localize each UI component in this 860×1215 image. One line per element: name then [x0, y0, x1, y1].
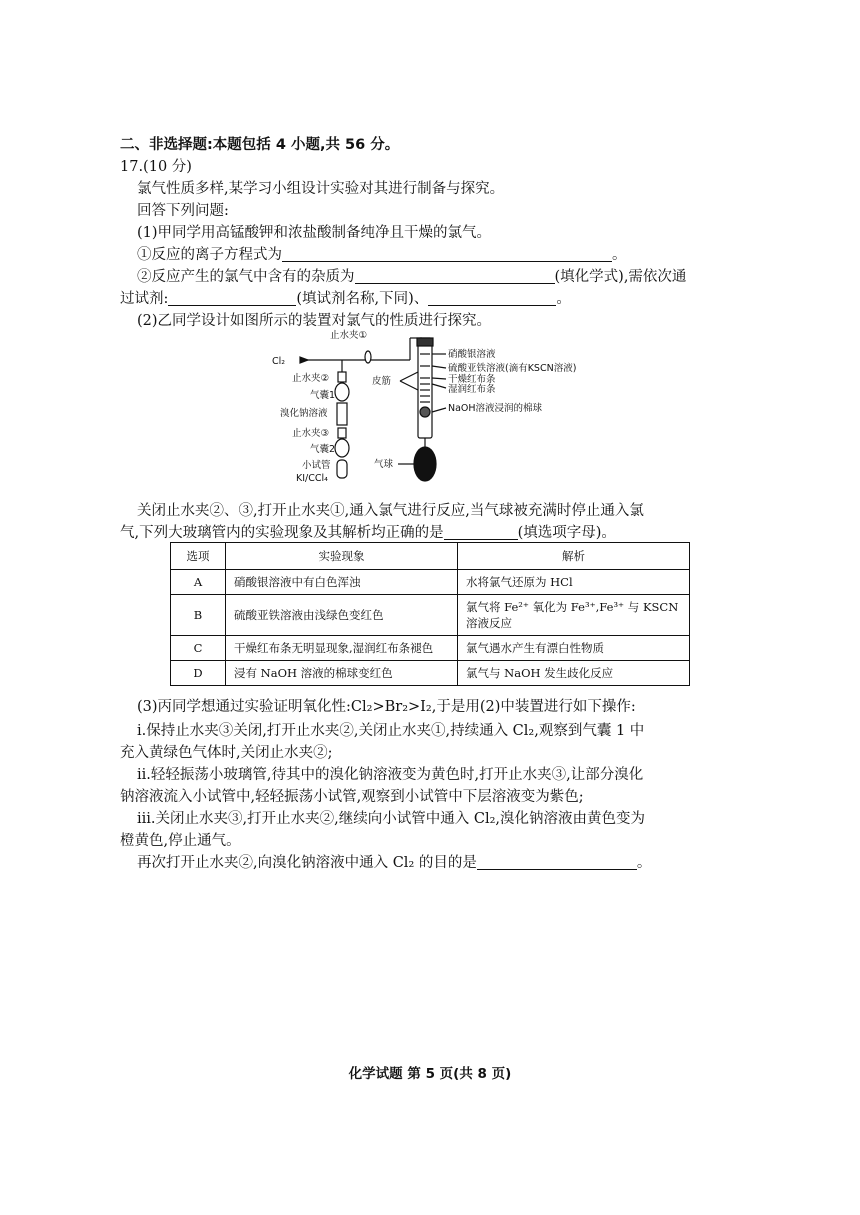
answer-blank-option[interactable]	[444, 523, 518, 540]
label-nabr: 溴化钠溶液	[280, 408, 328, 419]
part3-step-i-line1: ⅰ.保持止水夹③关闭,打开止水夹②,关闭止水夹①,持续通入 Cl₂,观察到气囊 1 中	[137, 723, 645, 739]
option-letter: A	[171, 570, 226, 595]
option-explanation: 水将氯气还原为 HCl	[458, 570, 690, 595]
naoh-cotton-ball-icon	[420, 407, 430, 417]
part2-text2-a: 气,下列大玻璃管内的实验现象及其解析均正确的是	[120, 525, 444, 541]
label-clamp2: 止水夹②	[292, 373, 330, 384]
part3-step-i-line2: 充入黄绿色气体时,关闭止水夹②;	[120, 745, 333, 761]
part3-title: (3)丙同学想通过实验证明氧化性:Cl₂>Br₂>I₂,于是用(2)中装置进行如下操作:	[137, 699, 636, 715]
option-explanation: 氯气遇水产生有漂白性物质	[458, 636, 690, 661]
part1-q1-end: 。	[612, 247, 627, 263]
bag2-icon	[335, 439, 349, 457]
part3-final-question	[137, 851, 651, 872]
answer-blank-reagent-2[interactable]	[428, 289, 556, 306]
part2-text2	[120, 521, 616, 542]
nabr-tube-icon	[337, 403, 347, 425]
part1-q2-text-a: ②反应产生的氯气中含有的杂质为	[137, 269, 355, 285]
label-naoh-cotton: NaOH溶液浸润的棉球	[448, 403, 543, 414]
label-balloon: 气球	[374, 459, 394, 470]
answer-blank-equation[interactable]	[282, 245, 612, 262]
header-option: 选项	[171, 543, 226, 570]
part1-title: (1)甲同学用高锰酸钾和浓盐酸制备纯净且干燥的氯气。	[137, 225, 492, 241]
part3-step-ii-line2: 钠溶液流入小试管中,轻轻振荡小试管,观察到小试管中下层溶液变为紫色;	[120, 789, 584, 805]
option-explanation: 氯气将 Fe²⁺ 氧化为 Fe³⁺,Fe³⁺ 与 KSCN 溶液反应	[458, 595, 690, 636]
part1-q2-text-b: (填化学式),需依次通	[554, 269, 687, 285]
option-phenomenon: 浸有 NaOH 溶液的棉球变红色	[226, 661, 458, 686]
label-bag2: 气囊2	[310, 444, 336, 455]
clamp1-icon	[365, 351, 371, 363]
option-letter: C	[171, 636, 226, 661]
part3-step-iii-line2: 橙黄色,停止通气。	[120, 833, 241, 849]
table-row	[171, 636, 690, 661]
part1-q1-text: ①反应的离子方程式为	[137, 247, 282, 263]
balloon-icon	[414, 447, 436, 481]
answer-blank-impurity[interactable]	[355, 267, 555, 284]
page-footer: 化学试题 第 5 页(共 8 页)	[348, 1066, 512, 1082]
apparatus-figure	[272, 324, 592, 490]
label-bag1: 气囊1	[310, 390, 336, 401]
part1-q1	[137, 243, 627, 264]
part3-final-text: 再次打开止水夹②,向溴化钠溶液中通入 Cl₂ 的目的是	[137, 855, 477, 871]
table-row	[171, 661, 690, 686]
label-feso4: 硫酸亚铁溶液(滴有KSCN溶液)	[448, 363, 577, 374]
clamp3-icon	[338, 428, 346, 438]
label-agno3: 硝酸银溶液	[448, 349, 496, 360]
part2-text2-b: (填选项字母)。	[517, 525, 616, 541]
label-clamp1: 止水夹①	[330, 330, 368, 341]
question-intro: 氯气性质多样,某学习小组设计实验对其进行制备与探究。	[137, 181, 505, 197]
option-phenomenon: 硫酸亚铁溶液由浅绿色变红色	[226, 595, 458, 636]
label-clamp3: 止水夹③	[292, 428, 330, 439]
options-table	[170, 542, 690, 686]
label-wet-cloth: 湿润红布条	[448, 384, 496, 395]
part3-end: 。	[636, 855, 652, 871]
part1-q2-text-d: (填试剂名称,下同)、	[296, 291, 429, 307]
part2-title: (2)乙同学设计如图所示的装置对氯气的性质进行探究。	[137, 313, 492, 329]
label-small-tube: 小试管	[302, 460, 331, 471]
label-cl2: Cl₂	[272, 356, 286, 367]
question-prompt: 回答下列问题:	[137, 203, 229, 219]
inlet-arrow-icon	[300, 357, 308, 363]
part3-step-ii-line1: ⅱ.轻轻振荡小玻璃管,待其中的溴化钠溶液变为黄色时,打开止水夹③,让部分溴化	[137, 767, 644, 783]
header-phenomenon: 实验现象	[226, 543, 458, 570]
part1-q2-end: 。	[556, 291, 571, 307]
part1-q2	[137, 265, 686, 286]
table-row	[171, 570, 690, 595]
option-letter: B	[171, 595, 226, 636]
part1-q2-text-c: 过试剂:	[120, 291, 169, 307]
table-header-row	[171, 543, 690, 570]
option-phenomenon: 硝酸银溶液中有白色浑浊	[226, 570, 458, 595]
big-glass-tube	[418, 338, 432, 438]
option-phenomenon: 干燥红布条无明显现象,湿润红布条褪色	[226, 636, 458, 661]
small-tube-icon	[337, 460, 347, 478]
header-explanation: 解析	[458, 543, 690, 570]
part2-text1: 关闭止水夹②、③,打开止水夹①,通入氯气进行反应,当气球被充满时停止通入氯	[137, 503, 644, 519]
table-row	[171, 595, 690, 636]
option-explanation: 氯气与 NaOH 发生歧化反应	[458, 661, 690, 686]
option-letter: D	[171, 661, 226, 686]
label-ki-ccl4: KI/CCl₄	[296, 473, 328, 484]
question-number: 17.(10 分)	[120, 159, 192, 175]
part1-q2-cont	[120, 287, 571, 308]
section-title: 二、非选择题:本题包括 4 小题,共 56 分。	[120, 137, 400, 153]
answer-blank-purpose[interactable]	[477, 853, 637, 870]
label-rubber-band: 皮筋	[372, 376, 392, 387]
part3-step-iii-line1: ⅲ.关闭止水夹③,打开止水夹②,继续向小试管中通入 Cl₂,溴化钠溶液由黄色变为	[137, 811, 645, 827]
bag1-icon	[335, 383, 349, 401]
label-dry-cloth: 干燥红布条	[448, 374, 496, 385]
clamp2-icon	[338, 372, 346, 382]
answer-blank-reagent-1[interactable]	[168, 289, 296, 306]
